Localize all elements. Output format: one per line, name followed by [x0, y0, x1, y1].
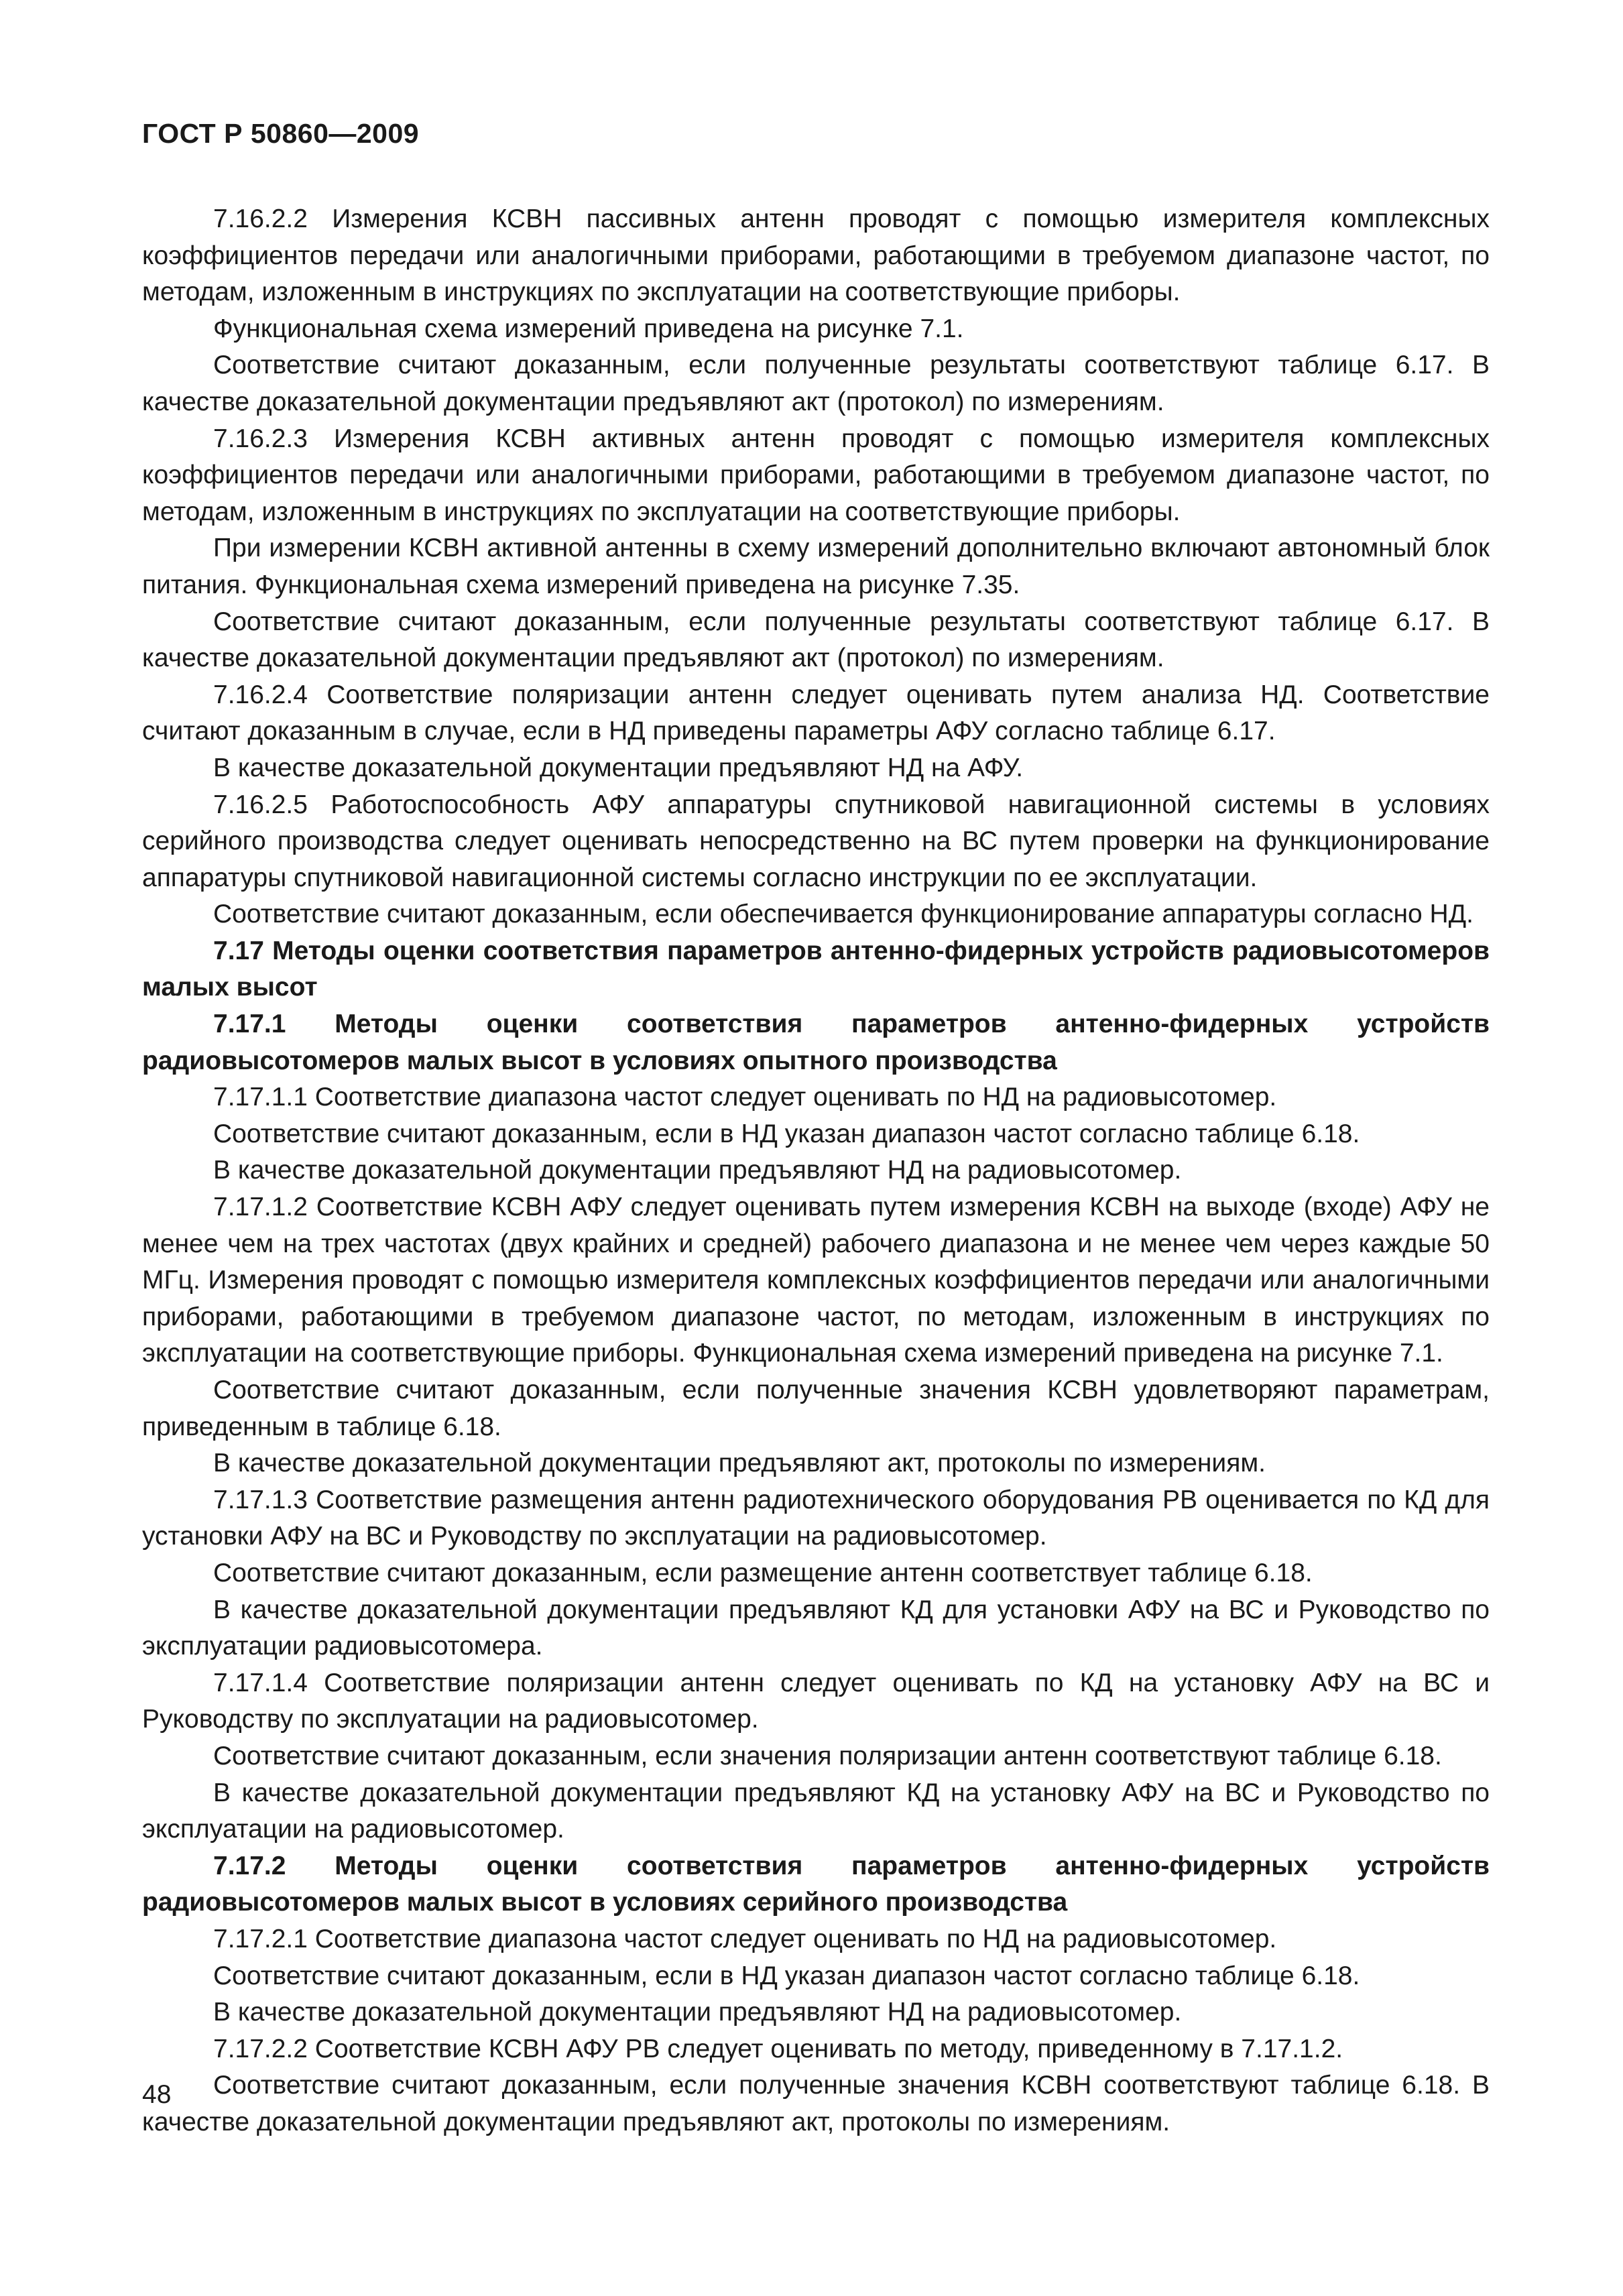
paragraph: 7.16.2.5 Работоспособность АФУ аппаратуры спутниковой навигационной системы в условиях серийного производства следует оценивать непосредственно на ВС путем проверки на функционирование аппаратуры спутниковой навигационной системы согласно инструкции по ее эксплуатации.: [142, 790, 1490, 892]
body-text: [142, 201, 1490, 2140]
paragraph: В качестве доказательной документации предъявляют НД на радиовысотомер.: [213, 1156, 1182, 1185]
page-number: 48: [142, 2080, 172, 2109]
paragraph: При измерении КСВН активной антенны в схему измерений дополнительно включают автономный блок питания. Функциональная схема измерений приведена на рисунке 7.35.: [142, 534, 1490, 599]
paragraph: Соответствие считают доказанным, если размещение антенн соответствует таблице 6.18.: [213, 1558, 1313, 1587]
paragraph: Соответствие считают доказанным, если обеспечивается функционирование аппаратуры согласно НД.: [213, 900, 1474, 929]
paragraph: В качестве доказательной документации предъявляют КД на установку АФУ на ВС и Руководство по эксплуатации на радиовысотомер.: [142, 1778, 1490, 1844]
paragraph: Соответствие считают доказанным, если значения поляризации антенн соответствуют таблице 6.18.: [213, 1741, 1442, 1770]
paragraph: Соответствие считают доказанным, если полученные результаты соответствуют таблице 6.17. В качестве доказательной документации предъявляют акт (протокол) по измерениям.: [142, 351, 1490, 416]
paragraph: 7.16.2.2 Измерения КСВН пассивных антенн проводят с помощью измерителя комплексных коэффициентов передачи или аналогичными приборами, работающими в требуемом диапазоне частот, по методам, изложенным в инструкциях по эксплуатации на соответствующие приборы.: [142, 204, 1490, 307]
paragraph: 7.16.2.3 Измерения КСВН активных антенн проводят с помощью измерителя комплексных коэффициентов передачи или аналогичными приборами, работающими в требуемом диапазоне частот, по методам, изложенным в инструкциях по эксплуатации на соответствующие приборы.: [142, 424, 1490, 526]
subsection-heading: 7.17.1 Методы оценки соответствия параметров антенно-фидерных устройств радиовысотомеров малых высот в условиях опытного производства: [142, 1010, 1490, 1075]
section-heading: 7.17 Методы оценки соответствия параметров антенно-фидерных устройств радиовысотомеров малых высот: [142, 936, 1490, 1002]
paragraph: Соответствие считают доказанным, если полученные результаты соответствуют таблице 6.17. В качестве доказательной документации предъявляют акт (протокол) по измерениям.: [142, 607, 1490, 673]
paragraph: 7.17.1.2 Соответствие КСВН АФУ следует оценивать путем измерения КСВН на выходе (входе) АФУ не менее чем на трех частотах (двух крайних и средней) рабочего диапазона и не менее чем через каждые 50 МГц. Измерения проводят с помощью измерителя комплексных коэффициентов передачи или аналогичными приборами, работающими в требуемом диапазоне частот, по методам, изложенным в инструкциях по эксплуатации на соответствующие приборы. Функциональная схема измерений приведена на рисунке 7.1.: [142, 1193, 1490, 1368]
paragraph: В качестве доказательной документации предъявляют КД для установки АФУ на ВС и Руководство по эксплуатации радиовысотомера.: [142, 1595, 1490, 1661]
paragraph: В качестве доказательной документации предъявляют НД на радиовысотомер.: [213, 1998, 1182, 2027]
paragraph: Функциональная схема измерений приведена на рисунке 7.1.: [213, 314, 964, 343]
paragraph: В качестве доказательной документации предъявляют акт, протоколы по измерениям.: [213, 1449, 1266, 1478]
paragraph: 7.17.1.4 Соответствие поляризации антенн следует оценивать по КД на установку АФУ на ВС и Руководству по эксплуатации на радиовысотомер.: [142, 1668, 1490, 1734]
paragraph: 7.17.2.1 Соответствие диапазона частот следует оценивать по НД на радиовысотомер.: [213, 1924, 1277, 1953]
paragraph: 7.16.2.4 Соответствие поляризации антенн следует оценивать путем анализа НД. Соответствие считают доказанным в случае, если в НД приведены параметры АФУ согласно таблице 6.17.: [142, 680, 1490, 746]
paragraph: Соответствие считают доказанным, если полученные значения КСВН удовлетворяют параметрам, приведенным в таблице 6.18.: [142, 1376, 1490, 1441]
paragraph: 7.17.1.1 Соответствие диапазона частот следует оценивать по НД на радиовысотомер.: [213, 1083, 1277, 1112]
paragraph: В качестве доказательной документации предъявляют НД на АФУ.: [213, 753, 1024, 782]
paragraph: Соответствие считают доказанным, если полученные значения КСВН соответствуют таблице 6.18. В качестве доказательной документации предъявляют акт, протоколы по измерениям.: [142, 2071, 1490, 2136]
paragraph: 7.17.1.3 Соответствие размещения антенн радиотехнического оборудования РВ оценивается по КД для установки АФУ на ВС и Руководству по эксплуатации на радиовысотомер.: [142, 1485, 1490, 1551]
subsection-heading: 7.17.2 Методы оценки соответствия параметров антенно-фидерных устройств радиовысотомеров малых высот в условиях серийного производства: [142, 1851, 1490, 1917]
paragraph: Соответствие считают доказанным, если в НД указан диапазон частот согласно таблице 6.18.: [213, 1119, 1360, 1148]
document-header: ГОСТ Р 50860—2009: [142, 118, 420, 149]
paragraph: Соответствие считают доказанным, если в НД указан диапазон частот согласно таблице 6.18.: [213, 1961, 1360, 1990]
paragraph: 7.17.2.2 Соответствие КСВН АФУ РВ следует оценивать по методу, приведенному в 7.17.1.2.: [213, 2034, 1343, 2063]
